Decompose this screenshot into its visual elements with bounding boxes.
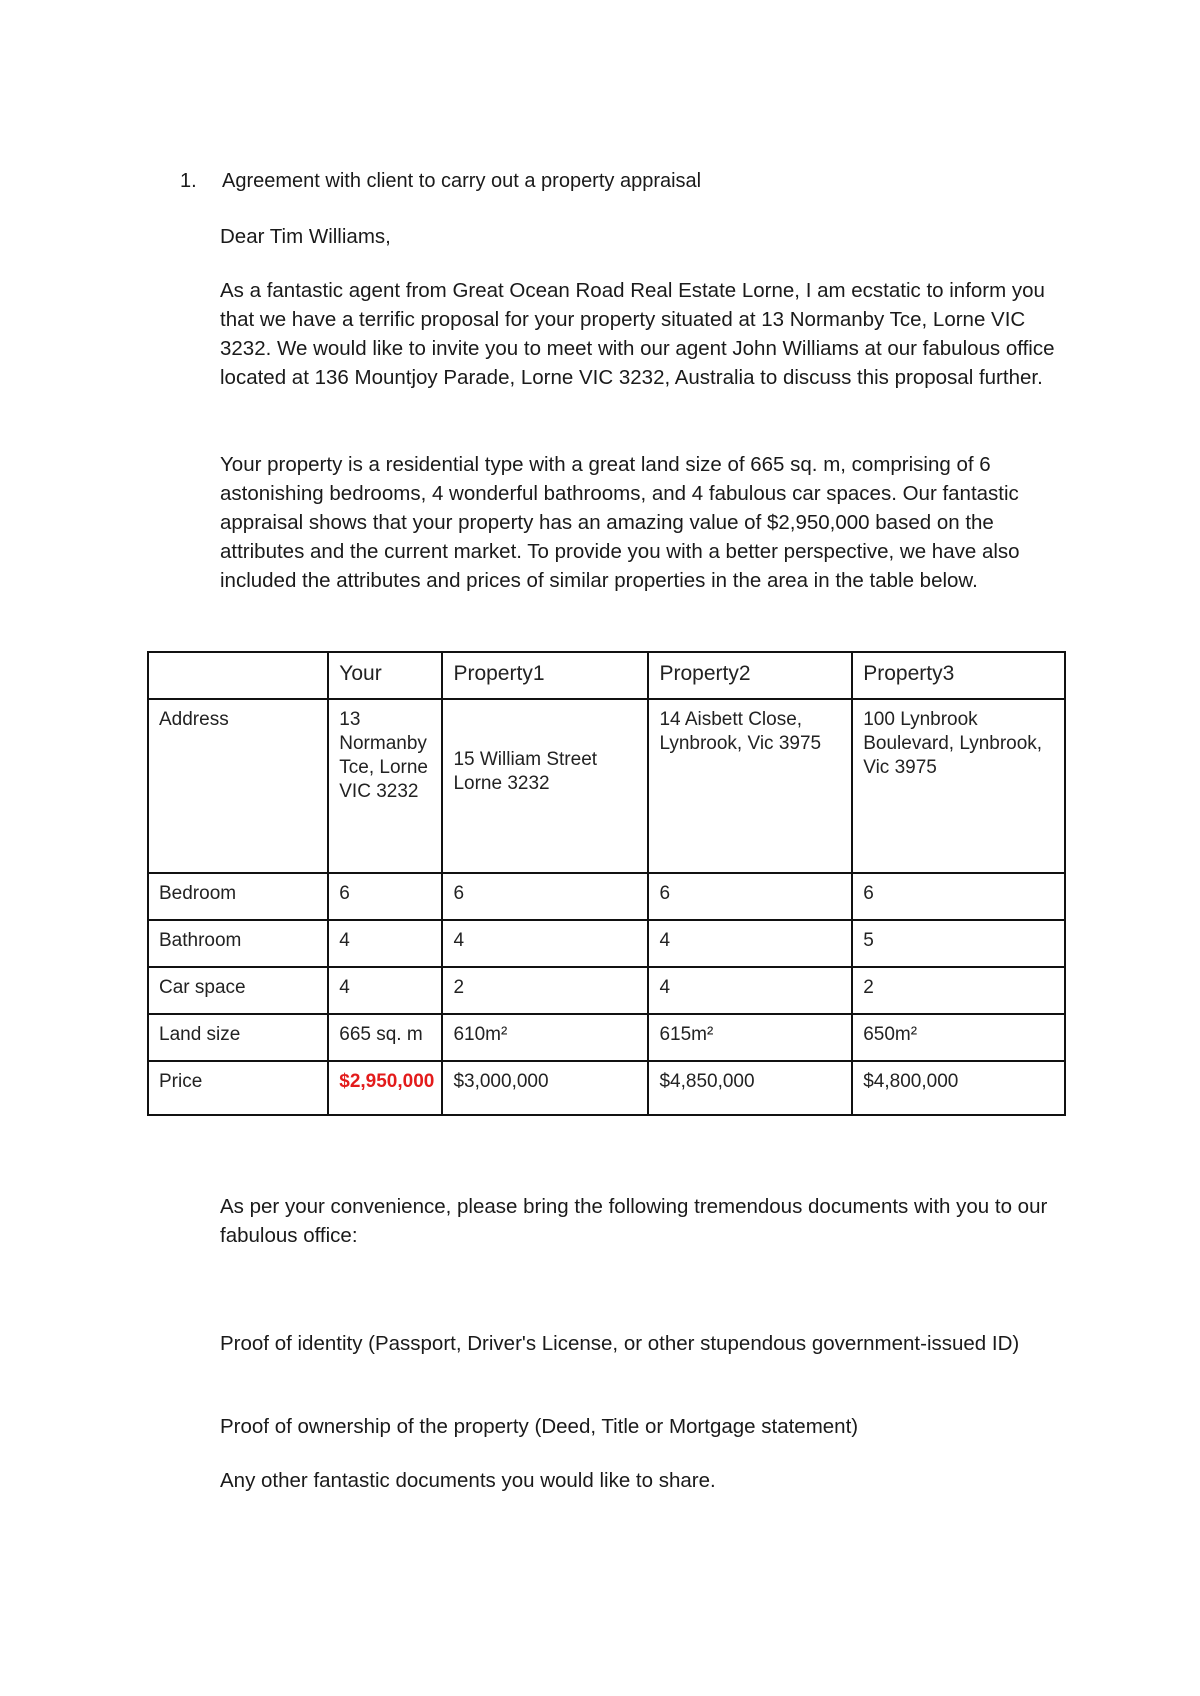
table-row	[148, 699, 1065, 873]
table-header-row	[148, 652, 1065, 699]
table-row	[148, 1014, 1065, 1061]
table-cell	[328, 1061, 442, 1115]
table-cell: 13 Normanby Tce, Lorne VIC 3232	[328, 699, 442, 873]
table-cell: $4,800,000	[852, 1061, 1065, 1115]
table-cell: $3,000,000	[442, 1061, 648, 1115]
table-cell: 5	[852, 920, 1065, 967]
salutation: Dear Tim Williams,	[220, 225, 391, 248]
table-cell: 4	[648, 967, 852, 1014]
table-cell: 14 Aisbett Close, Lynbrook, Vic 3975	[648, 699, 852, 873]
table-cell: 4	[328, 920, 442, 967]
table-cell: 665 sq. m	[328, 1014, 442, 1061]
section-heading	[180, 170, 701, 193]
table-cell: 6	[442, 873, 648, 920]
table-row	[148, 967, 1065, 1014]
header-cell: Your	[328, 652, 442, 699]
row-label: Land size	[148, 1014, 328, 1061]
document-item: Any other fantastic documents you would like to share.	[220, 1469, 716, 1492]
header-cell	[148, 652, 328, 699]
property-comparison-table	[147, 651, 1066, 1116]
header-cell: Property3	[852, 652, 1065, 699]
table-cell	[442, 699, 648, 873]
table-cell: 4	[442, 920, 648, 967]
table-row	[148, 920, 1065, 967]
table-cell: $4,850,000	[648, 1061, 852, 1115]
intro-paragraph: As a fantastic agent from Great Ocean Road Real Estate Lorne, I am ecstatic to inform you that we have a terrific proposal for your property situated at 13 Normanby Tce, Lorne VIC 3232. We would like to invite you to meet with our agent John Williams at our fabulous office located at 136 Mountjoy Parade, Lorne VIC 3232, Australia to discuss this proposal further.	[220, 279, 1055, 389]
table-cell: 2	[852, 967, 1065, 1014]
table-cell: 4	[648, 920, 852, 967]
header-cell: Property2	[648, 652, 852, 699]
section-number: 1.	[180, 170, 197, 192]
table-cell: 610m²	[442, 1014, 648, 1061]
row-label: Bathroom	[148, 920, 328, 967]
row-label: Car space	[148, 967, 328, 1014]
table-cell: 6	[852, 873, 1065, 920]
table-row	[148, 873, 1065, 920]
header-cell: Property1	[442, 652, 648, 699]
price-row	[148, 1061, 1065, 1115]
address-text: 15 William Street Lorne 3232	[453, 749, 598, 794]
closing-paragraph: As per your convenience, please bring the following tremendous documents with you to our fabulous office:	[220, 1195, 1048, 1247]
row-label: Address	[148, 699, 328, 873]
table-cell: 2	[442, 967, 648, 1014]
row-label: Bedroom	[148, 873, 328, 920]
table-cell: 6	[648, 873, 852, 920]
table-cell: 100 Lynbrook Boulevard, Lynbrook, Vic 3975	[852, 699, 1065, 873]
row-label: Price	[148, 1061, 328, 1115]
section-title: Agreement with client to carry out a property appraisal	[222, 170, 702, 192]
document-item: Proof of identity (Passport, Driver's License, or other stupendous government-issued ID)	[220, 1332, 1020, 1355]
table-cell: 615m²	[648, 1014, 852, 1061]
your-price: $2,950,000	[339, 1071, 435, 1092]
table-cell: 4	[328, 967, 442, 1014]
appraisal-paragraph: Your property is a residential type with a great land size of 665 sq. m, comprising of 6 astonishing bedrooms, 4 wonderful bathrooms, and 4 fabulous car spaces. Our fantastic appraisal shows that your property has an amazing value of $2,950,000 based on the attributes and the current market. To provide you with a better perspective, we have also included the attributes and prices of similar properties in the area in the table below.	[220, 453, 1020, 592]
table-cell: 6	[328, 873, 442, 920]
table-cell: 650m²	[852, 1014, 1065, 1061]
document-item: Proof of ownership of the property (Deed, Title or Mortgage statement)	[220, 1415, 859, 1438]
